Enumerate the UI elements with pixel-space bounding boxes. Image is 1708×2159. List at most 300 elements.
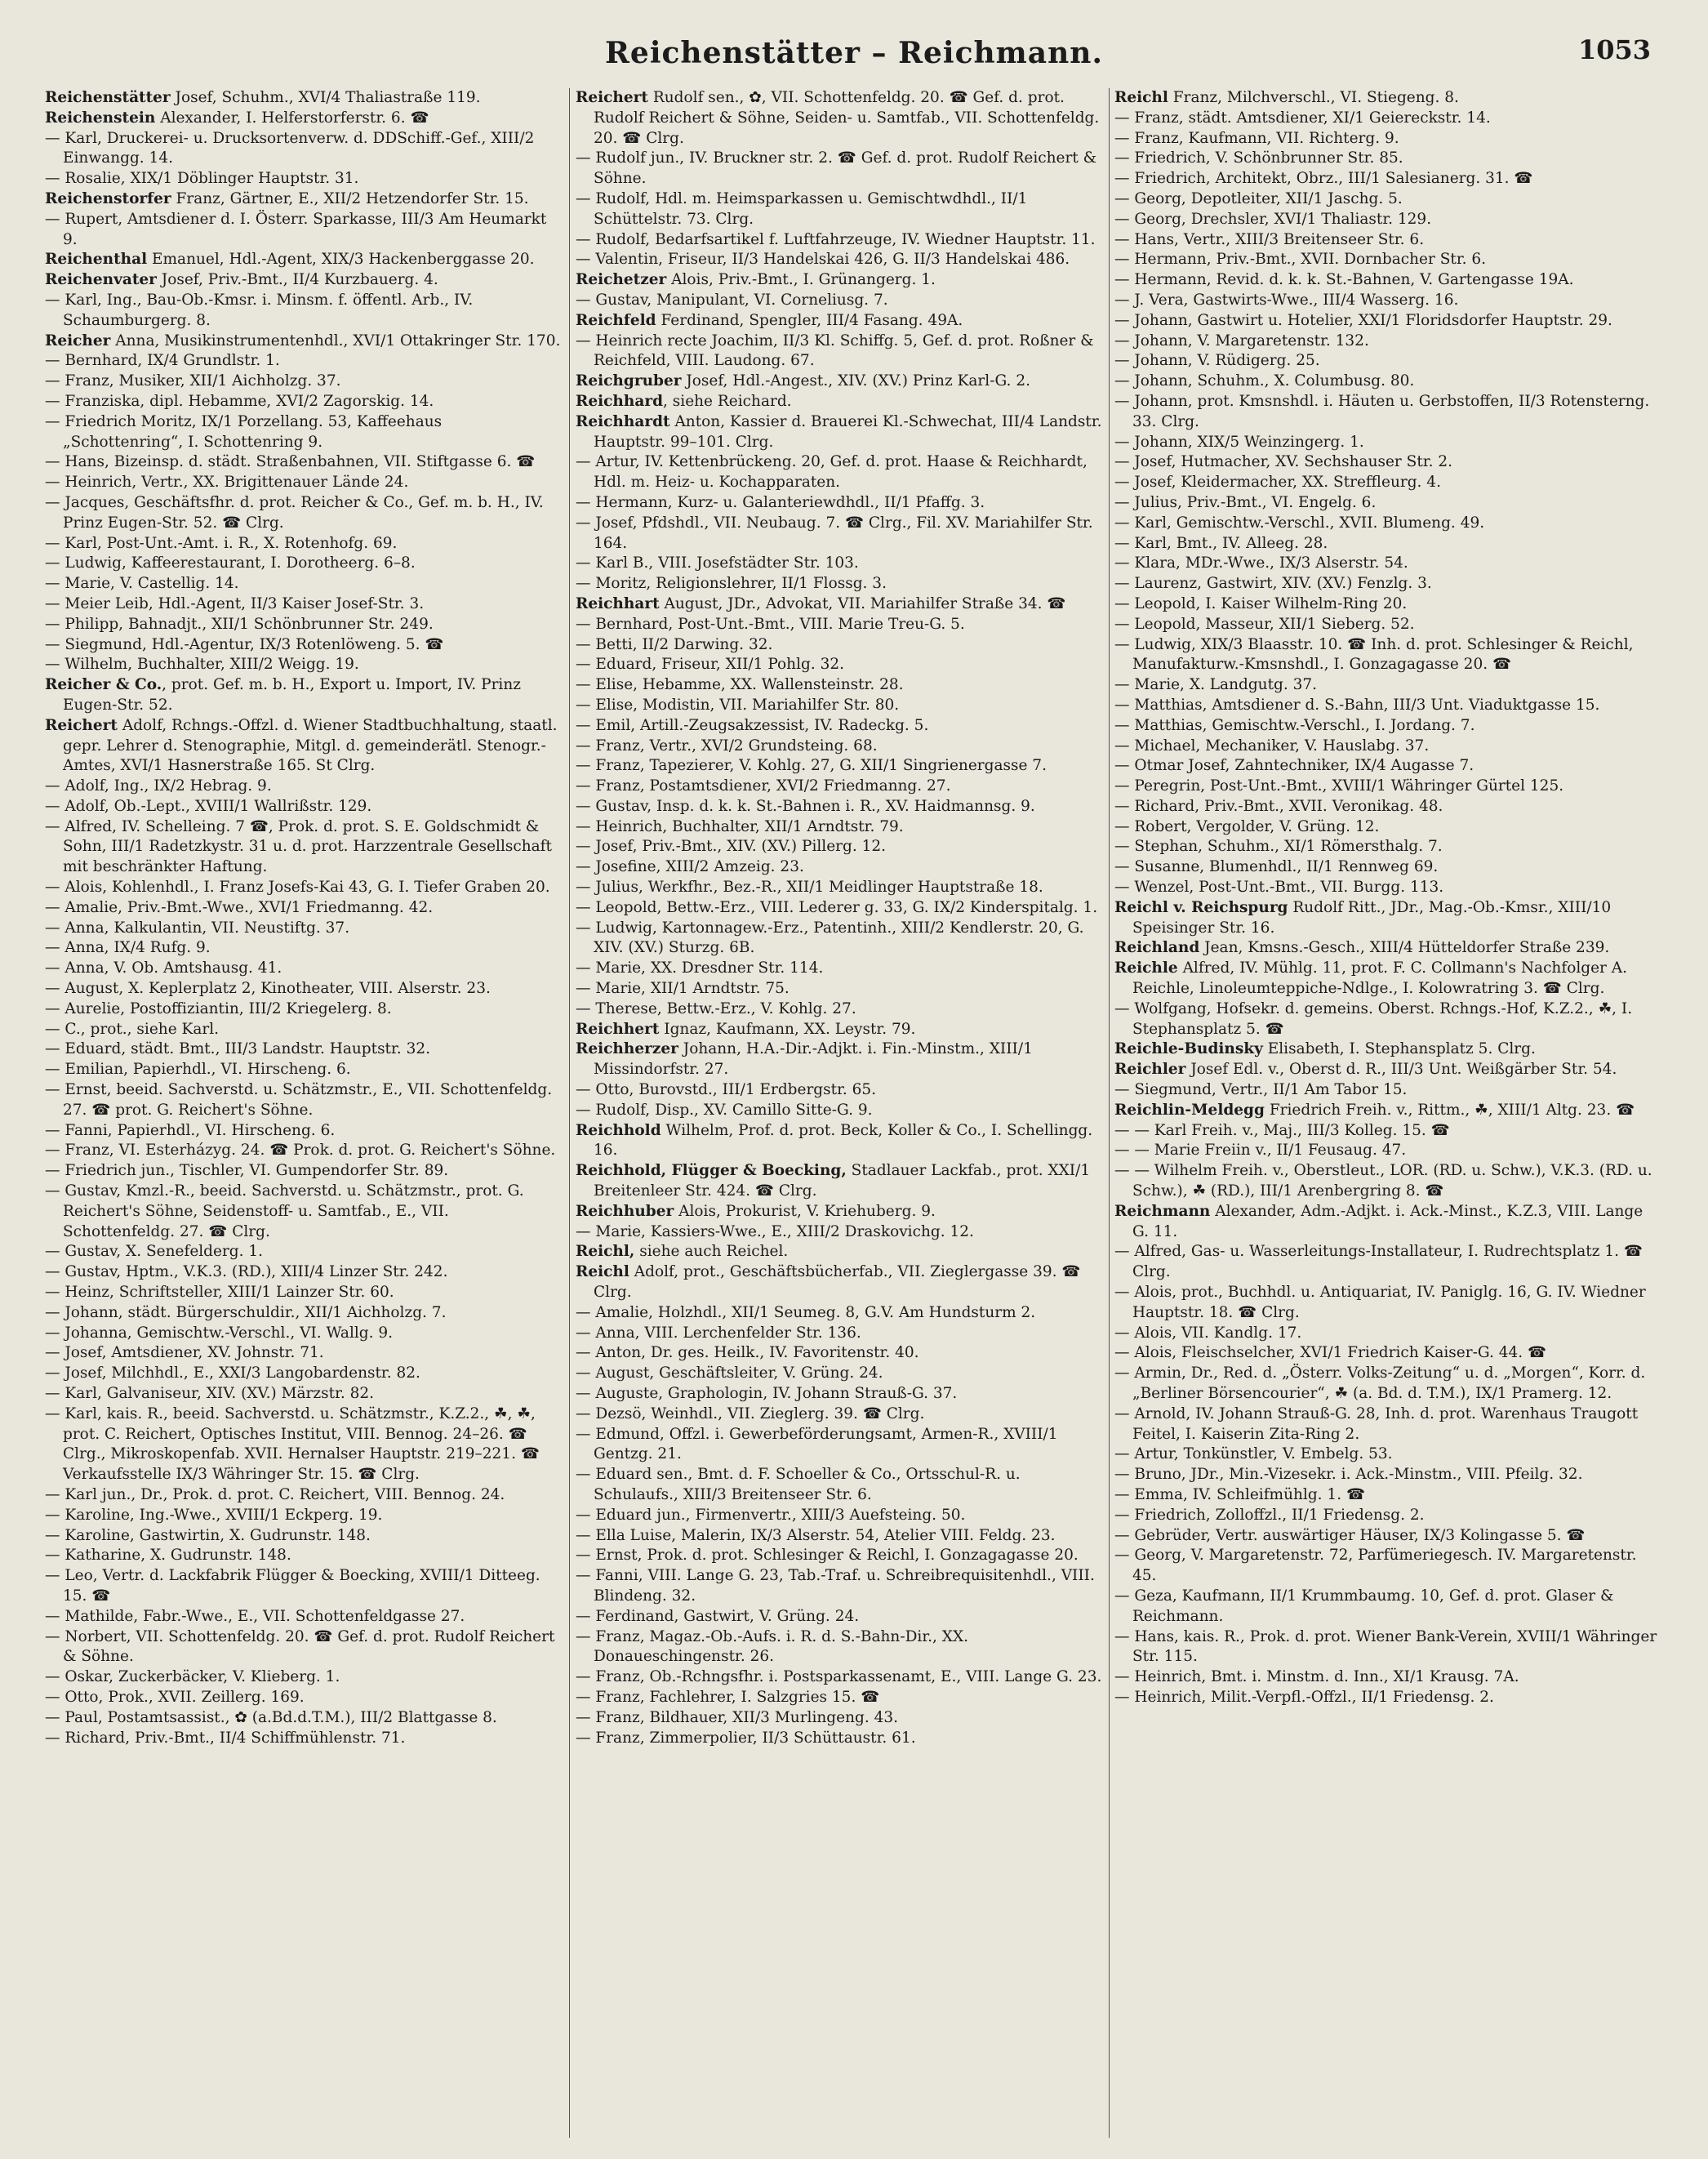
directory-entry [1114, 1121, 1661, 1142]
directory-entry [1114, 1627, 1661, 1668]
directory-entry [45, 898, 563, 919]
directory-entry [45, 1627, 563, 1668]
entry-details: — Gustav, Kmzl.-R., beeid. Sachverstd. u. Schätzmstr., prot. G. Reichert's Söhne, Seidenstoff- u. Samtfab., E., VII. Schottenfeldg. 27. ☎ Clrg. [45, 1182, 524, 1240]
entry-surname: Reichhart [576, 594, 660, 612]
entry-details: — Johann, prot. Kmsnshdl. i. Häuten u. Gerbstoffen, II/3 Rotensterng. 33. Clrg. [1114, 392, 1650, 430]
directory-entry [45, 1384, 563, 1404]
directory-entry [576, 1039, 1102, 1080]
entry-details: — Artur, Tonkünstler, V. Embelg. 53. [1114, 1445, 1393, 1463]
entry-details: — Rudolf jun., IV. Bruckner str. 2. ☎ Gef. d. prot. Rudolf Reichert & Söhne. [576, 149, 1097, 188]
entry-details: — Johann, Gastwirt u. Hotelier, XXI/1 Floridsdorfer Hauptstr. 29. [1114, 311, 1612, 329]
directory-entry [1114, 311, 1661, 332]
entry-surname: Reichl v. Reichspurg [1114, 898, 1288, 916]
entry-details: — Karoline, Ing.-Wwe., XVIII/1 Eckperg. 19. [45, 1506, 383, 1524]
entry-details: August, JDr., Advokat, VII. Mariahilfer Straße 34. ☎ [659, 594, 1066, 612]
entry-details: — Karl B., VIII. Josefstädter Str. 103. [576, 554, 859, 572]
directory-entry [1114, 392, 1661, 433]
entry-details: — Karoline, Gastwirtin, X. Gudrunstr. 148. [45, 1526, 371, 1544]
entry-details: — — Marie Freiin v., II/1 Feusaug. 47. [1114, 1142, 1407, 1160]
directory-entry [45, 1161, 563, 1182]
directory-entry [45, 189, 563, 210]
entry-details: — Georg, V. Margaretenstr. 72, Parfümeriegesch. IV. Margaretenstr. 45. [1114, 1547, 1637, 1585]
directory-entry [45, 959, 563, 979]
directory-entry [45, 169, 563, 189]
entry-details: Alexander, I. Helferstorferstr. 6. ☎ [155, 109, 429, 127]
entry-surname: Reichenstätter [45, 89, 171, 106]
directory-entry [1114, 675, 1661, 696]
entry-surname: Reichhert [576, 1020, 660, 1038]
directory-entry [576, 250, 1102, 270]
entry-details: — Matthias, Gemischtw.-Verschl., I. Jordang. 7. [1114, 716, 1475, 734]
directory-entry [576, 1688, 1102, 1708]
directory-entry [1114, 797, 1661, 817]
entry-details: — Josef, Kleidermacher, XX. Streffleurg. 4. [1114, 474, 1441, 492]
directory-entry [576, 1607, 1102, 1627]
entry-details: — Ludwig, XIX/3 Blaasstr. 10. ☎ Inh. d. prot. Schlesinger & Reichl, Manufakturw.-Kmsnshdl., I. Gonzagagasse 20. ☎ [1114, 635, 1634, 674]
entry-details: — Eduard, städt. Bmt., III/3 Landstr. Hauptstr. 32. [45, 1040, 430, 1058]
directory-entry [1114, 109, 1661, 129]
directory-entry [1114, 898, 1661, 939]
directory-entry [576, 1343, 1102, 1364]
entry-details: Elisabeth, I. Stephansplatz 5. Clrg. [1262, 1040, 1536, 1058]
entry-details: — Ernst, Prok. d. prot. Schlesinger & Reichl, I. Gonzagagasse 20. [576, 1547, 1079, 1565]
directory-entry [45, 1526, 563, 1547]
directory-entry [1114, 878, 1661, 898]
entry-details: — Josef, Milchhdl., E., XXI/3 Langobardenstr. 82. [45, 1364, 420, 1382]
directory-entry [576, 1202, 1102, 1222]
entry-details: — Heinrich, Milit.-Verpfl.-Offzl., II/1 Friedensg. 2. [1114, 1688, 1494, 1706]
directory-columns [45, 88, 1666, 2146]
directory-entry [1114, 149, 1661, 169]
directory-entry [576, 1384, 1102, 1404]
directory-entry [45, 1404, 563, 1485]
entry-details: — Wolfgang, Hofsekr. d. gemeins. Oberst. Rchngs.-Hof, K.Z.2., ☘, I. Stephansplatz 5. ☎ [1114, 999, 1633, 1038]
directory-entry [576, 1161, 1102, 1202]
directory-entry [576, 696, 1102, 716]
directory-entry [576, 1667, 1102, 1688]
directory-entry [1114, 1364, 1661, 1404]
directory-entry [45, 372, 563, 392]
entry-details: — Edmund, Offzl. i. Gewerbeförderungsamt, Armen-R., XVIII/1 Gentzg. 21. [576, 1425, 1058, 1463]
directory-entry [1114, 1324, 1661, 1344]
directory-entry [45, 1708, 563, 1729]
entry-surname: Reichfeld [576, 311, 656, 329]
entry-details: — Franz, Ob.-Rchngsfhr. i. Postsparkassenamt, E., VIII. Lange G. 23. [576, 1668, 1102, 1686]
directory-entry [576, 1627, 1102, 1668]
entry-details: — Artur, IV. Kettenbrückeng. 20, Gef. d. prot. Haase & Reichhardt, Hdl. m. Heiz- u. Kochapparaten. [576, 453, 1088, 492]
directory-entry [45, 817, 563, 878]
directory-entry [576, 919, 1102, 959]
entry-details: — Franz, Zimmerpolier, II/3 Schüttaustr. 61. [576, 1729, 916, 1747]
entry-details: Friedrich Freih. v., Rittm., ☘, XIII/1 Altg. 23. ☎ [1264, 1101, 1635, 1119]
directory-entry [576, 392, 1102, 412]
entry-details: — Friedrich, Architekt, Obrz., III/1 Salesianerg. 31. ☎ [1114, 170, 1533, 188]
directory-entry [1114, 1445, 1661, 1465]
directory-entry [45, 1242, 563, 1262]
entry-details: — Arnold, IV. Johann Strauß-G. 28, Inh. d. prot. Warenhaus Traugott Feitel, I. Kaiserin Zita-Ring 2. [1114, 1404, 1639, 1443]
entry-details: — Alois, VII. Kandlg. 17. [1114, 1324, 1302, 1342]
directory-entry [576, 1566, 1102, 1607]
entry-details: Anton, Kassier d. Brauerei Kl.-Schwechat, III/4 Landstr. Hauptstr. 99–101. Clrg. [594, 412, 1102, 451]
entry-details: — Josef, Hutmacher, XV. Sechshauser Str. 2. [1114, 453, 1452, 471]
entry-surname: Reichenthal [45, 251, 148, 269]
entry-details: — Alfred, IV. Schelleing. 7 ☎, Prok. d. prot. S. E. Goldschmidt & Sohn, III/1 Radetzkystr. 31 u. d. prot. Harzzentrale Gesellschaft mit beschränkter Haftung. [45, 817, 552, 876]
entry-details: — Josef, Priv.-Bmt., XIV. (XV.) Pillerg. 12. [576, 838, 887, 856]
directory-entry [45, 1364, 563, 1384]
directory-entry [45, 797, 563, 817]
entry-details: , prot. Gef. m. b. H., Export u. Import, IV. Prinz Eugen-Str. 52. [63, 676, 521, 714]
entry-surname: Reicher & Co. [45, 676, 162, 694]
entry-details: — J. Vera, Gastwirts-Wwe., III/4 Wasserg. 16. [1114, 291, 1459, 309]
entry-details: Anna, Musikinstrumentenhdl., XVI/1 Ottakringer Str. 170. [110, 332, 561, 349]
entry-details: — Georg, Depotleiter, XII/1 Jaschg. 5. [1114, 189, 1403, 207]
directory-entry [1114, 169, 1661, 189]
entry-details: — Ella Luise, Malerin, IX/3 Alserstr. 54, Atelier VIII. Feldg. 23. [576, 1526, 1056, 1544]
entry-surname: Reichhold, Flügger & Boecking, [576, 1162, 847, 1180]
entry-details: — Armin, Dr., Red. d. „Österr. Volks-Zeitung“ u. d. „Morgen“, Korr. d. „Berliner Börsencourier“, ☘ (a. Bd. d. T.M.), IX/1 Pramerg. 12. [1114, 1364, 1646, 1402]
directory-entry [1114, 756, 1661, 777]
entry-details: — Heinz, Schriftsteller, XIII/1 Lainzer Str. 60. [45, 1284, 394, 1302]
directory-entry [1114, 1546, 1661, 1587]
entry-details: — Alois, Fleischselcher, XVI/1 Friedrich Kaiser-G. 44. ☎ [1114, 1344, 1547, 1362]
entry-details: — Leopold, Masseur, XII/1 Sieberg. 52. [1114, 615, 1415, 633]
entry-details: — Franz, Postamtsdiener, XVI/2 Friedmanng. 27. [576, 777, 951, 795]
directory-entry [1114, 1242, 1661, 1283]
entry-details: — Karl, Galvaniseur, XIV. (XV.) Märzstr. 82. [45, 1385, 375, 1402]
entry-details: Franz, Gärtner, E., XII/2 Hetzendorfer Str. 15. [171, 189, 529, 207]
directory-entry [576, 817, 1102, 838]
entry-details: — Franz, Musiker, XII/1 Aichholzg. 37. [45, 372, 341, 390]
directory-entry [1114, 1404, 1661, 1445]
directory-entry [576, 1303, 1102, 1324]
directory-entry [45, 1262, 563, 1283]
entry-details: — Johann, V. Margaretenstr. 132. [1114, 332, 1369, 349]
directory-entry [576, 149, 1102, 189]
entry-surname: Reichetzer [576, 271, 667, 289]
entry-details: — Auguste, Graphologin, IV. Johann Strauß-G. 37. [576, 1385, 958, 1402]
entry-details: — Franziska, dipl. Hebamme, XVI/2 Zagorskig. 14. [45, 392, 434, 410]
directory-entry [1114, 574, 1661, 594]
directory-entry [1114, 1343, 1661, 1364]
directory-entry [45, 1060, 563, 1080]
entry-surname: Reichle [1114, 959, 1178, 977]
entry-details: — Marie, V. Castellig. 14. [45, 575, 239, 593]
directory-entry [576, 797, 1102, 817]
directory-entry [45, 392, 563, 412]
entry-details: — Franz, städt. Amtsdiener, XI/1 Geiereckstr. 14. [1114, 109, 1491, 127]
directory-entry [576, 1729, 1102, 1749]
directory-entry [45, 878, 563, 898]
directory-entry [1114, 372, 1661, 392]
entry-surname: Reichl, [576, 1243, 635, 1261]
entry-details: siehe auch Reichel. [634, 1243, 789, 1261]
directory-entry [45, 999, 563, 1020]
directory-entry [1114, 230, 1661, 251]
entry-details: — Leo, Vertr. d. Lackfabrik Flügger & Boecking, XVIII/1 Ditteeg. 15. ☎ [45, 1567, 540, 1605]
directory-entry [45, 250, 563, 270]
entry-details: — Heinrich recte Joachim, II/3 Kl. Schiffg. 5, Gef. d. prot. Roßner & Reichfeld, VIII. Laudong. 67. [576, 332, 1094, 370]
directory-entry [1114, 857, 1661, 878]
entry-details: — Ernst, beeid. Sachverstd. u. Schätzmstr., E., VII. Schottenfeldg. 27. ☎ prot. G. Reichert's Söhne. [45, 1081, 553, 1119]
directory-entry [1114, 210, 1661, 230]
entry-details: — Geza, Kaufmann, II/1 Krummbaumg. 10, Gef. d. prot. Glaser & Reichmann. [1114, 1587, 1614, 1625]
entry-details: — Betti, II/2 Darwing. 32. [576, 635, 773, 653]
entry-details: — Wilhelm, Buchhalter, XIII/2 Weigg. 19. [45, 656, 359, 674]
directory-entry [576, 311, 1102, 332]
entry-details: — Karl, Ing., Bau-Ob.-Kmsr. i. Minsm. f. öffentl. Arb., IV. Schaumburgerg. 8. [45, 291, 474, 329]
directory-entry [1114, 1161, 1661, 1202]
entry-details: Wilhelm, Prof. d. prot. Beck, Koller & Co., I. Schellingg. 16. [594, 1121, 1093, 1160]
directory-entry [576, 372, 1102, 392]
directory-entry [1114, 1141, 1661, 1161]
entry-details: — Franz, Kaufmann, VII. Richterg. 9. [1114, 129, 1399, 147]
entry-details: — Rudolf, Disp., XV. Camillo Sitte-G. 9. [576, 1101, 873, 1119]
entry-details: — Elise, Hebamme, XX. Wallensteinstr. 28. [576, 676, 904, 694]
directory-entry [45, 109, 563, 129]
directory-entry [45, 1729, 563, 1749]
directory-entry [576, 615, 1102, 635]
entry-details: — Josefine, XIII/2 Amzeig. 23. [576, 858, 804, 876]
entry-details: — Mathilde, Fabr.-Wwe., E., VII. Schottenfeldgasse 27. [45, 1607, 465, 1625]
entry-details: — Gustav, X. Senefelderg. 1. [45, 1243, 264, 1261]
directory-entry [576, 756, 1102, 777]
entry-surname: Reichenstorfer [45, 189, 171, 207]
entry-details: — Eduard sen., Bmt. d. F. Schoeller & Co., Ortsschul-R. u. Schulaufs., XIII/3 Breitenseer Str. 6. [576, 1466, 1021, 1503]
entry-details: — Johann, städt. Bürgerschuldir., XII/1 Aichholzg. 7. [45, 1303, 447, 1321]
directory-entry [1114, 1587, 1661, 1627]
entry-details: — Hermann, Revid. d. k. k. St.-Bahnen, V. Gartengasse 19A. [1114, 271, 1574, 289]
directory-entry [45, 1506, 563, 1526]
entry-details: Alfred, IV. Mühlg. 11, prot. F. C. Collmann's Nachfolger A. Reichle, Linoleumteppiche-Ndlge., I. Kolowratring 3. ☎ Clrg. [1132, 959, 1628, 998]
entry-details: — Karl, Gemischtw.-Verschl., XVII. Blumeng. 49. [1114, 514, 1485, 532]
directory-entry [576, 655, 1102, 675]
entry-details: — Hermann, Priv.-Bmt., XVII. Dornbacher Str. 6. [1114, 251, 1487, 269]
directory-entry [45, 1688, 563, 1708]
directory-entry [576, 189, 1102, 230]
directory-entry [45, 716, 563, 777]
directory-entry [1114, 129, 1661, 149]
entry-details: — Karl, Bmt., IV. Alleeg. 28. [1114, 534, 1328, 552]
directory-entry [45, 675, 563, 716]
entry-details: — Franz, Magaz.-Ob.-Aufs. i. R. d. S.-Bahn-Dir., XX. Donaueschingenstr. 26. [576, 1627, 968, 1666]
entry-surname: Reichhard [576, 392, 664, 410]
directory-entry [1114, 1526, 1661, 1547]
directory-entry [1114, 1465, 1661, 1485]
directory-entry [576, 88, 1102, 149]
directory-entry [45, 88, 563, 109]
directory-entry [1114, 1080, 1661, 1101]
entry-surname: Reichler [1114, 1061, 1186, 1079]
directory-entry [1114, 332, 1661, 352]
directory-entry [1114, 493, 1661, 514]
directory-entry [1114, 351, 1661, 372]
entry-surname: Reichhold [576, 1121, 661, 1139]
entry-details: — Adolf, Ob.-Lept., XVIII/1 Wallrißstr. 129. [45, 797, 372, 815]
directory-entry [45, 1324, 563, 1344]
entry-details: — Otmar Josef, Zahntechniker, IX/4 Augasse 7. [1114, 757, 1474, 775]
entry-details: — Anna, Kalkulantin, VII. Neustiftg. 37. [45, 919, 350, 937]
entry-details: Jean, Kmsns.-Gesch., XIII/4 Hütteldorfer Straße 239. [1199, 939, 1610, 957]
entry-details: — Robert, Vergolder, V. Grüng. 12. [1114, 817, 1380, 835]
directory-entry [576, 514, 1102, 554]
directory-entry [45, 1667, 563, 1688]
directory-entry [576, 554, 1102, 574]
entry-details: — Marie, XII/1 Arndtstr. 75. [576, 980, 790, 998]
directory-entry [45, 938, 563, 959]
entry-details: Johann, H.A.-Dir.-Adjkt. i. Fin.-Minstm., XIII/1 Missindorfstr. 27. [594, 1040, 1033, 1079]
entry-details: Ferdinand, Spengler, III/4 Fasang. 49A. [656, 311, 963, 329]
directory-entry [1114, 777, 1661, 797]
directory-entry [45, 534, 563, 554]
entry-details: Josef, Hdl.-Angest., XIV. (XV.) Prinz Karl-G. 2. [681, 372, 1030, 390]
directory-entry [45, 129, 563, 170]
directory-entry [45, 1343, 563, 1364]
page-title: Reichenstätter – Reichmann. [605, 36, 1103, 70]
entry-details: — Valentin, Friseur, II/3 Handelskai 426, G. II/3 Handelskai 486. [576, 251, 1070, 269]
entry-details: — Friedrich jun., Tischler, VI. Gumpendorfer Str. 89. [45, 1162, 449, 1180]
entry-details: — Rosalie, XIX/1 Döblinger Hauptstr. 31. [45, 170, 359, 188]
directory-entry [576, 979, 1102, 999]
entry-details: — — Karl Freih. v., Maj., III/3 Kolleg. 15. ☎ [1114, 1121, 1450, 1139]
entry-details: — Bruno, JDr., Min.-Vizesekr. i. Ack.-Minstm., VIII. Pfeilg. 32. [1114, 1466, 1583, 1484]
entry-details: — Richard, Priv.-Bmt., II/4 Schiffmühlenstr. 71. [45, 1729, 406, 1747]
directory-entry [1114, 1667, 1661, 1688]
entry-details: , siehe Reichard. [663, 392, 792, 410]
directory-entry [576, 999, 1102, 1020]
entry-details: — Katharine, X. Gudrunstr. 148. [45, 1547, 291, 1565]
entry-details: — Anna, VIII. Lerchenfelder Str. 136. [576, 1324, 861, 1342]
directory-entry [576, 1242, 1102, 1262]
entry-surname: Reichhardt [576, 412, 670, 430]
entry-details: — Adolf, Ing., IX/2 Hebrag. 9. [45, 777, 272, 795]
directory-entry [45, 452, 563, 473]
entry-details: — Rudolf, Hdl. m. Heimsparkassen u. Gemischtwdhdl., II/1 Schüttelstr. 73. Clrg. [576, 189, 1028, 228]
entry-surname: Reicher [45, 332, 111, 349]
entry-details: — Friedrich, V. Schönbrunner Str. 85. [1114, 149, 1403, 167]
entry-surname: Reichl [1114, 89, 1168, 106]
entry-details: — Josef, Amtsdiener, XV. Johnstr. 71. [45, 1344, 324, 1362]
entry-details: — Norbert, VII. Schottenfeldg. 20. ☎ Gef. d. prot. Rudolf Reichert & Söhne. [45, 1627, 555, 1666]
directory-entry [1114, 938, 1661, 959]
directory-entry [1114, 250, 1661, 270]
directory-entry [576, 1546, 1102, 1566]
entry-details: — Amalie, Holzhdl., XII/1 Seumeg. 8, G.V. Am Hundsturm 2. [576, 1303, 1036, 1321]
entry-details: Adolf, Rchngs.-Offzl. d. Wiener Stadtbuchhaltung, staatl. gepr. Lehrer d. Stenographie, Mitgl. d. gemeinderätl. Stenogr.-Amtes, XVI/1 Hasnerstraße 165. St Clrg. [63, 716, 558, 775]
entry-details: — Paul, Postamtsassist., ✿ (a.Bd.d.T.M.), III/2 Blattgasse 8. [45, 1708, 497, 1726]
entry-details: — Stephan, Schuhm., XI/1 Römersthalg. 7. [1114, 838, 1443, 856]
entry-surname: Reichl [576, 1263, 629, 1281]
directory-entry [576, 1222, 1102, 1243]
column-2 [576, 88, 1102, 2146]
entry-details: Franz, Milchverschl., VI. Stiegeng. 8. [1168, 89, 1459, 106]
entry-details: — Hermann, Kurz- u. Galanteriewdhdl., II/1 Pfaffg. 3. [576, 493, 985, 511]
entry-surname: Reichland [1114, 939, 1200, 957]
entry-details: — Peregrin, Post-Unt.-Bmt., XVIII/1 Währinger Gürtel 125. [1114, 777, 1564, 795]
entry-details: — Johann, XIX/5 Weinzingerg. 1. [1114, 433, 1364, 451]
directory-entry [45, 473, 563, 493]
directory-entry [1114, 1688, 1661, 1708]
directory-entry [45, 919, 563, 939]
entry-details: — Alfred, Gas- u. Wasserleitungs-Installateur, I. Rudrechtsplatz 1. ☎ Clrg. [1114, 1243, 1643, 1281]
directory-entry [1114, 1039, 1661, 1060]
directory-entry [1114, 473, 1661, 493]
directory-entry [1114, 270, 1661, 291]
directory-entry [1114, 837, 1661, 857]
entry-details: — Gustav, Manipulant, VI. Corneliusg. 7. [576, 291, 888, 309]
directory-entry [576, 230, 1102, 251]
directory-entry [1114, 1485, 1661, 1506]
entry-details: — Gustav, Hptm., V.K.3. (RD.), XIII/4 Linzer Str. 242. [45, 1263, 448, 1281]
entry-details: — Klara, MDr.-Wwe., IX/3 Alserstr. 54. [1114, 554, 1408, 572]
entry-details: — Aurelie, Postoffiziantin, III/2 Kriegelerg. 8. [45, 999, 392, 1017]
entry-details: — Therese, Bettw.-Erz., V. Kohlg. 27. [576, 999, 856, 1017]
directory-entry [1114, 716, 1661, 737]
entry-details: — Heinrich, Vertr., XX. Brigittenauer Lände 24. [45, 474, 409, 492]
entry-details: — Leopold, I. Kaiser Wilhelm-Ring 20. [1114, 594, 1408, 612]
entry-details: — Anton, Dr. ges. Heilk., IV. Favoritenstr. 40. [576, 1344, 919, 1362]
entry-details: — Johann, V. Rüdigerg. 25. [1114, 352, 1320, 370]
directory-entry [45, 1121, 563, 1142]
entry-details: — Michael, Mechaniker, V. Hauslabg. 37. [1114, 737, 1430, 755]
directory-entry [1114, 959, 1661, 999]
entry-details: — Richard, Priv.-Bmt., XVII. Veronikag. 48. [1114, 797, 1443, 815]
entry-details: — Josef, Pfdshdl., VII. Neubaug. 7. ☎ Clrg., Fil. XV. Mariahilfer Str. 164. [576, 514, 1093, 552]
column-3 [1114, 88, 1661, 2146]
directory-entry [576, 635, 1102, 656]
directory-entry [45, 979, 563, 999]
entry-details: — Marie, X. Landgutg. 37. [1114, 676, 1318, 694]
entry-details: — Rudolf, Bedarfsartikel f. Luftfahrzeuge, IV. Wiedner Hauptstr. 11. [576, 230, 1096, 248]
entry-details: — C., prot., siehe Karl. [45, 1020, 220, 1038]
directory-entry [45, 1485, 563, 1506]
directory-entry [45, 594, 563, 615]
entry-details: — August, Geschäftsleiter, V. Grüng. 24. [576, 1364, 883, 1382]
entry-details: — Johann, Schuhm., X. Columbusg. 80. [1114, 372, 1415, 390]
entry-details: — Friedrich Moritz, IX/1 Porzellang. 53, Kaffeehaus „Schottenring“, I. Schottenring 9. [45, 412, 443, 451]
directory-entry [576, 1262, 1102, 1303]
directory-entry [1114, 554, 1661, 574]
entry-details: — — Wilhelm Freih. v., Oberstleut., LOR. (RD. u. Schw.), V.K.3. (RD. u. Schw.), ☘ (RD.), III/1 Arenbergring 8. ☎ [1114, 1162, 1652, 1200]
entry-details: — Franz, Tapezierer, V. Kohlg. 27, G. XII/1 Singrienergasse 7. [576, 757, 1047, 775]
entry-details: — Laurenz, Gastwirt, XIV. (XV.) Fenzlg. 3. [1114, 575, 1432, 593]
directory-entry [576, 291, 1102, 311]
entry-details: — Ludwig, Kartonnagew.-Erz., Patentinh., XIII/2 Kendlerstr. 20, G. XIV. (XV.) Sturzg. 6B. [576, 919, 1084, 957]
entry-details: — Hans, Vertr., XIII/3 Breitenseer Str. 6. [1114, 230, 1425, 248]
entry-details: — Elise, Modistin, VII. Mariahilfer Str. 80. [576, 696, 900, 714]
directory-entry [1114, 88, 1661, 109]
entry-details: Alois, Priv.-Bmt., I. Grünangerg. 1. [666, 271, 936, 289]
entry-details: — Emilian, Papierhdl., VI. Hirscheng. 6. [45, 1061, 351, 1079]
directory-entry [45, 574, 563, 594]
directory-entry [1114, 817, 1661, 838]
directory-entry [576, 1364, 1102, 1384]
entry-surname: Reichenstein [45, 109, 156, 127]
directory-entry [576, 493, 1102, 514]
entry-details: — Susanne, Blumenhdl., II/1 Rennweg 69. [1114, 858, 1439, 876]
directory-entry [45, 493, 563, 534]
entry-details: — Julius, Priv.-Bmt., VI. Engelg. 6. [1114, 493, 1377, 511]
entry-details: — Meier Leib, Hdl.-Agent, II/3 Kaiser Josef-Str. 3. [45, 594, 425, 612]
directory-entry [576, 1425, 1102, 1466]
directory-entry [576, 594, 1102, 615]
directory-entry [45, 210, 563, 251]
directory-entry [1114, 452, 1661, 473]
entry-details: — Siegmund, Vertr., II/1 Am Tabor 15. [1114, 1081, 1408, 1099]
entry-details: — Eduard jun., Firmenvertr., XIII/3 Auefsteing. 50. [576, 1506, 966, 1524]
directory-entry [576, 716, 1102, 737]
directory-entry [576, 675, 1102, 696]
entry-surname: Reichlin-Meldegg [1114, 1101, 1265, 1119]
